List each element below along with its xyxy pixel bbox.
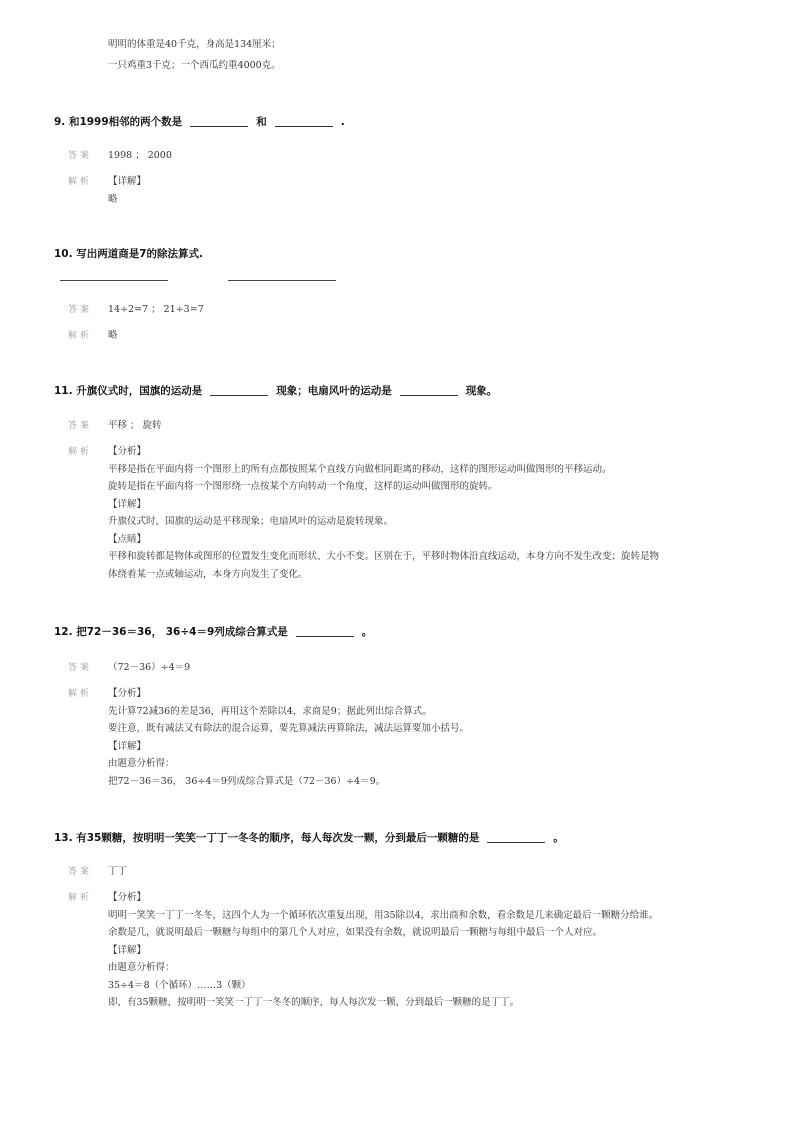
question-13-answer: [108, 863, 127, 881]
question-13-analysis-label: 解析: [68, 893, 93, 903]
question-9-title: [54, 114, 345, 130]
analysis-line: 【分析】: [108, 446, 147, 457]
question-9-analysis: [108, 173, 146, 208]
question-10-title: 10. 写出两道商是7的除法算式.: [54, 248, 204, 260]
analysis-line: 把72－36＝36， 36÷4＝9列成综合算式是（72－36）÷4＝9。: [108, 775, 386, 787]
question-13-prefix: 13. 有35颗糖，按明明一笑笑一丁丁一冬冬的顺序，每人每次发一颗，分到最后一颗糖的是: [54, 832, 480, 844]
analysis-line: 明明一笑笑一丁丁一冬冬，这四个人为一个循环依次重复出现，用35除以4，求出商和余数，看余数是几来确定最后一颗糖分给谁。: [108, 909, 659, 921]
question-10-analysis: [108, 327, 118, 345]
question-9-answer: [108, 147, 172, 165]
question-11-analysis-label: 解析: [68, 447, 93, 457]
analysis-line: 略: [108, 330, 118, 341]
analysis-line: 【详解】: [108, 944, 147, 956]
question-10-blank-1[interactable]: [60, 280, 168, 281]
question-11-answer-text: 平移 ； 旋转: [108, 420, 162, 431]
question-9-suffix: .: [340, 116, 345, 128]
analysis-line: 【点睛】: [108, 533, 147, 545]
question-9-blank-1[interactable]: [190, 125, 248, 127]
question-11-blank-2[interactable]: [400, 394, 458, 396]
question-12-analysis: [108, 685, 469, 790]
question-11-analysis: [108, 443, 659, 583]
question-11-suffix: 现象。: [465, 385, 498, 397]
question-11-blank-1[interactable]: [210, 394, 268, 396]
analysis-line: 平移和旋转都是物体或图形的位置发生变化而形状、大小不变。区别在于，平移时物体沿直线运动，本身方向不发生改变；旋转是物: [108, 551, 660, 562]
analysis-line: 旋转是指在平面内将一个图形绕一点按某个方向转动一个角度，这样的运动叫做图形的旋转。: [108, 481, 498, 492]
analysis-line: 要注意，既有减法又有除法的混合运算，要先算减法再算除法，减法运算要加小括号。: [108, 723, 470, 734]
question-9-prefix: 9. 和1999相邻的两个数是: [54, 116, 183, 128]
analysis-line: 略: [108, 193, 118, 205]
question-12-suffix: 。: [361, 626, 373, 638]
question-9-blank-2[interactable]: [275, 125, 333, 127]
question-12-answer-text: （72－36）÷4＝9: [108, 662, 191, 673]
question-11-prefix: 11. 升旗仪式时，国旗的运动是: [54, 385, 203, 397]
analysis-line: 【分析】: [108, 892, 147, 903]
question-13-blank-1[interactable]: [487, 841, 545, 843]
analysis-line: 体绕着某一点或轴运动，本身方向发生了变化。: [108, 568, 308, 580]
question-11-answer: [108, 417, 162, 435]
analysis-line: 【详解】: [108, 740, 147, 752]
question-13-answer-text: 丁丁: [108, 866, 128, 877]
analysis-line: 35÷4＝8（个循环）……3（颗）: [108, 979, 251, 991]
question-12-prefix: 12. 把72－36＝36， 36÷4＝9列成综合算式是: [54, 626, 288, 638]
question-10-analysis-label: 解析: [68, 331, 93, 341]
question-13-title: [54, 830, 564, 846]
question-11-answer-label: 答案: [68, 421, 93, 431]
question-11-title: [54, 383, 497, 399]
analysis-line: 即，有35颗糖，按明明一笑笑一丁丁一冬冬的顺序，每人每次发一颗，分到最后一颗糖的是丁丁。: [108, 997, 520, 1008]
question-12-answer-label: 答案: [68, 663, 93, 673]
question-12-analysis-label: 解析: [68, 689, 93, 699]
analysis-line: 【详解】: [108, 498, 147, 510]
question-9-answer-label: 答案: [68, 151, 93, 161]
analysis-line: 余数是几，就说明最后一颗糖与每组中的第几个人对应，如果没有余数，就说明最后一颗糖与每组中最后一个人对应。: [108, 927, 603, 938]
analysis-line: 先计算72减36的差是36，再用这个差除以4，求商是9；据此列出综合算式。: [108, 705, 432, 717]
question-11-mid: 现象；电扇风叶的运动是: [276, 385, 392, 397]
analysis-line: 【分析】: [108, 688, 147, 699]
question-9-answer-text: 1998 ； 2000: [108, 150, 172, 161]
question-12-blank-1[interactable]: [296, 635, 354, 637]
question-9-mid: 和: [256, 116, 267, 128]
question-10-answer: [108, 301, 204, 319]
intro-line-1: 明明的体重是40千克，身高是134厘米；: [108, 39, 281, 50]
analysis-line: 平移是指在平面内将一个图形上的所有点都按照某个直线方向做相同距离的移动，这样的图形运动叫做图形的平移运动。: [108, 463, 612, 475]
question-12-title: [54, 624, 372, 640]
question-13-analysis: [108, 889, 658, 1012]
question-13-suffix: 。: [553, 832, 564, 844]
analysis-line: 由题意分析得：: [108, 962, 175, 973]
intro-line-2: 一只鸡重3千克；一个西瓜约重4000克。: [108, 60, 281, 71]
question-10-answer-text: 14÷2=7 ； 21÷3=7: [108, 304, 204, 315]
question-10-answer-label: 答案: [68, 305, 93, 315]
analysis-line: 由题意分析得：: [108, 758, 175, 769]
question-10-blank-2[interactable]: [228, 280, 336, 281]
question-13-answer-label: 答案: [68, 867, 93, 877]
analysis-line: 升旗仪式时，国旗的运动是平移现象；电扇风叶的运动是旋转现象。: [108, 516, 394, 527]
question-9-analysis-label: 解析: [68, 177, 93, 187]
analysis-line: 【详解】: [108, 176, 147, 187]
question-12-answer: [108, 659, 190, 677]
